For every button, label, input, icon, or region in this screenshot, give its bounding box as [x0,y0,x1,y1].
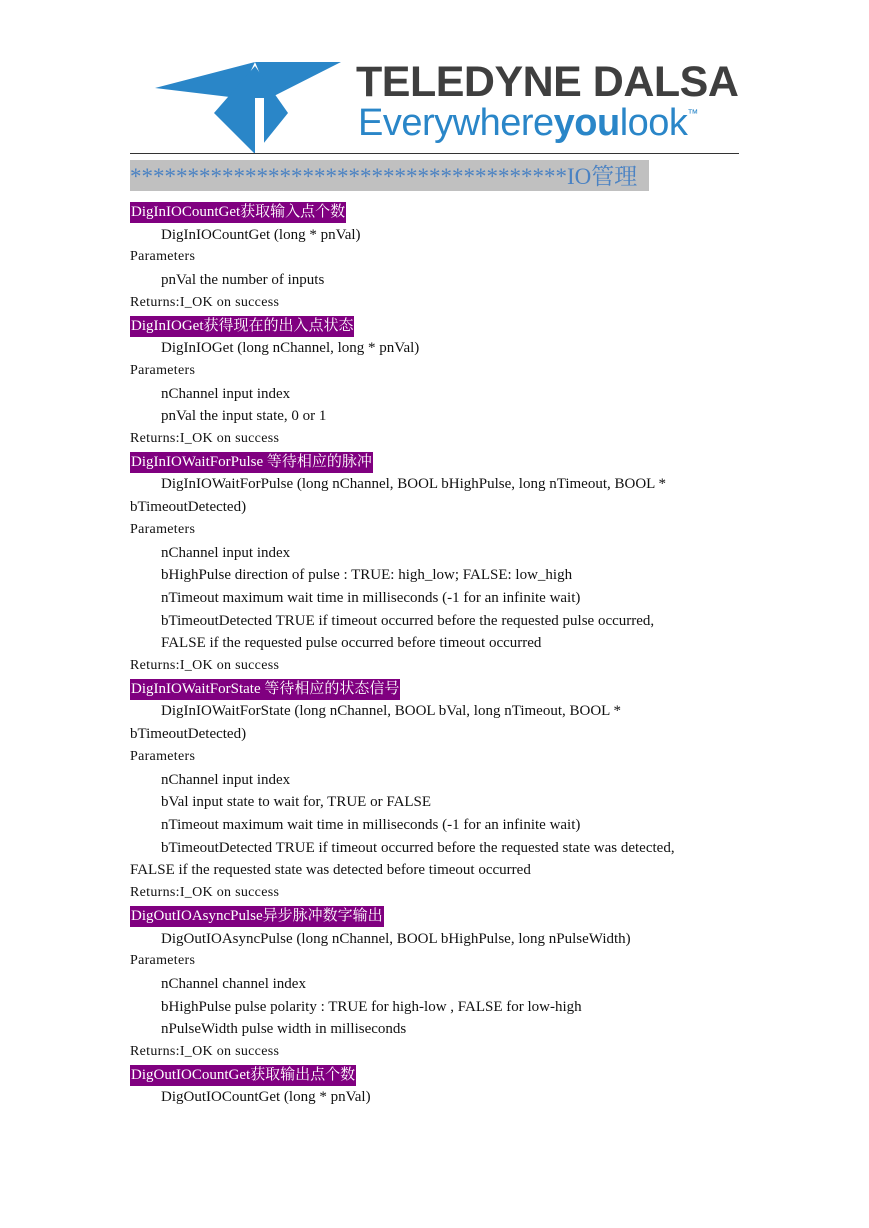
doc-label-line: Returns:I_OK on success [130,885,280,901]
doc-text-line: nTimeout maximum wait time in milliseconds (-1 for an infinite wait) [161,816,581,833]
function-heading-row [130,905,740,928]
doc-text-line: nChannel channel index [161,975,306,992]
doc-text-line: nChannel input index [161,771,291,788]
doc-label-line: Returns:I_OK on success [130,431,280,447]
doc-text-line: bVal input state to wait for, TRUE or FALSE [161,794,432,811]
function-heading: DigOutIOAsyncPulse异步脉冲数字输出 [130,906,384,927]
function-heading: DigInIOCountGet获取输入点个数 [130,202,346,223]
document-body [130,201,740,1109]
tagline-bold: you [553,102,620,144]
tagline-end: look [619,102,688,144]
doc-label-line: Returns:I_OK on success [130,1044,280,1060]
function-heading-row [130,451,740,474]
tagline-regular: Everywhere [358,102,554,144]
function-heading: DigInIOWaitForPulse 等待相应的脉冲 [130,452,373,473]
teledyne-mark-icon [152,58,352,154]
doc-label-line: Parameters [130,953,196,969]
doc-text-line: nPulseWidth pulse width in milliseconds [161,1021,407,1038]
doc-text-line: nChannel input index [161,544,291,561]
doc-label-line: Returns:I_OK on success [130,658,280,674]
doc-text-line: DigOutIOAsyncPulse (long nChannel, BOOL bHighPulse, long nPulseWidth) [161,930,631,947]
trademark-mark: ™ [687,108,698,120]
function-heading-row [130,678,740,701]
doc-text-line: bTimeoutDetected) [130,726,247,743]
doc-label-line: Parameters [130,249,196,265]
header-rule [130,153,739,154]
doc-text-line: DigInIOWaitForState (long nChannel, BOOL bVal, long nTimeout, BOOL * [161,703,622,720]
doc-text-line: nTimeout maximum wait time in milliseconds (-1 for an infinite wait) [161,589,581,606]
doc-label-line: Parameters [130,521,196,537]
doc-text-line: pnVal the input state, 0 or 1 [161,408,327,425]
doc-text-line: DigOutIOCountGet (long * pnVal) [161,1089,371,1106]
function-heading: DigInIOWaitForState 等待相应的状态信号 [130,679,400,700]
function-heading-row [130,201,740,224]
section-banner: **************************************IO管理 [130,160,649,191]
doc-text-line: bTimeoutDetected TRUE if timeout occurred before the requested state was detected, [161,839,675,856]
doc-text-line: bHighPulse direction of pulse : TRUE: high_low; FALSE: low_high [161,567,573,584]
doc-label-line: Parameters [130,362,196,378]
doc-text-line: FALSE if the requested pulse occurred before timeout occurred [161,635,542,652]
doc-text-line: bTimeoutDetected TRUE if timeout occurred before the requested pulse occurred, [161,612,655,629]
doc-text-line: nChannel input index [161,385,291,402]
doc-text-line: FALSE if the requested state was detected before timeout occurred [130,862,531,879]
function-heading-row [130,315,740,338]
doc-text-line: bHighPulse pulse polarity : TRUE for high-low , FALSE for low-high [161,998,582,1015]
doc-text-line: pnVal the number of inputs [161,272,325,289]
function-heading: DigInIOGet获得现在的出入点状态 [130,316,354,337]
doc-text-line: DigInIOGet (long nChannel, long * pnVal) [161,340,420,357]
tagline [358,102,698,145]
function-heading: DigOutIOCountGet获取输出点个数 [130,1065,356,1086]
doc-text-line: bTimeoutDetected) [130,499,247,516]
doc-label-line: Returns:I_OK on success [130,294,280,310]
doc-text-line: DigInIOWaitForPulse (long nChannel, BOOL bHighPulse, long nTimeout, BOOL * [161,476,667,493]
brand-name: TELEDYNE DALSA [356,58,739,106]
doc-label-line: Parameters [130,748,196,764]
function-heading-row [130,1064,740,1087]
doc-text-line: DigInIOCountGet (long * pnVal) [161,226,361,243]
